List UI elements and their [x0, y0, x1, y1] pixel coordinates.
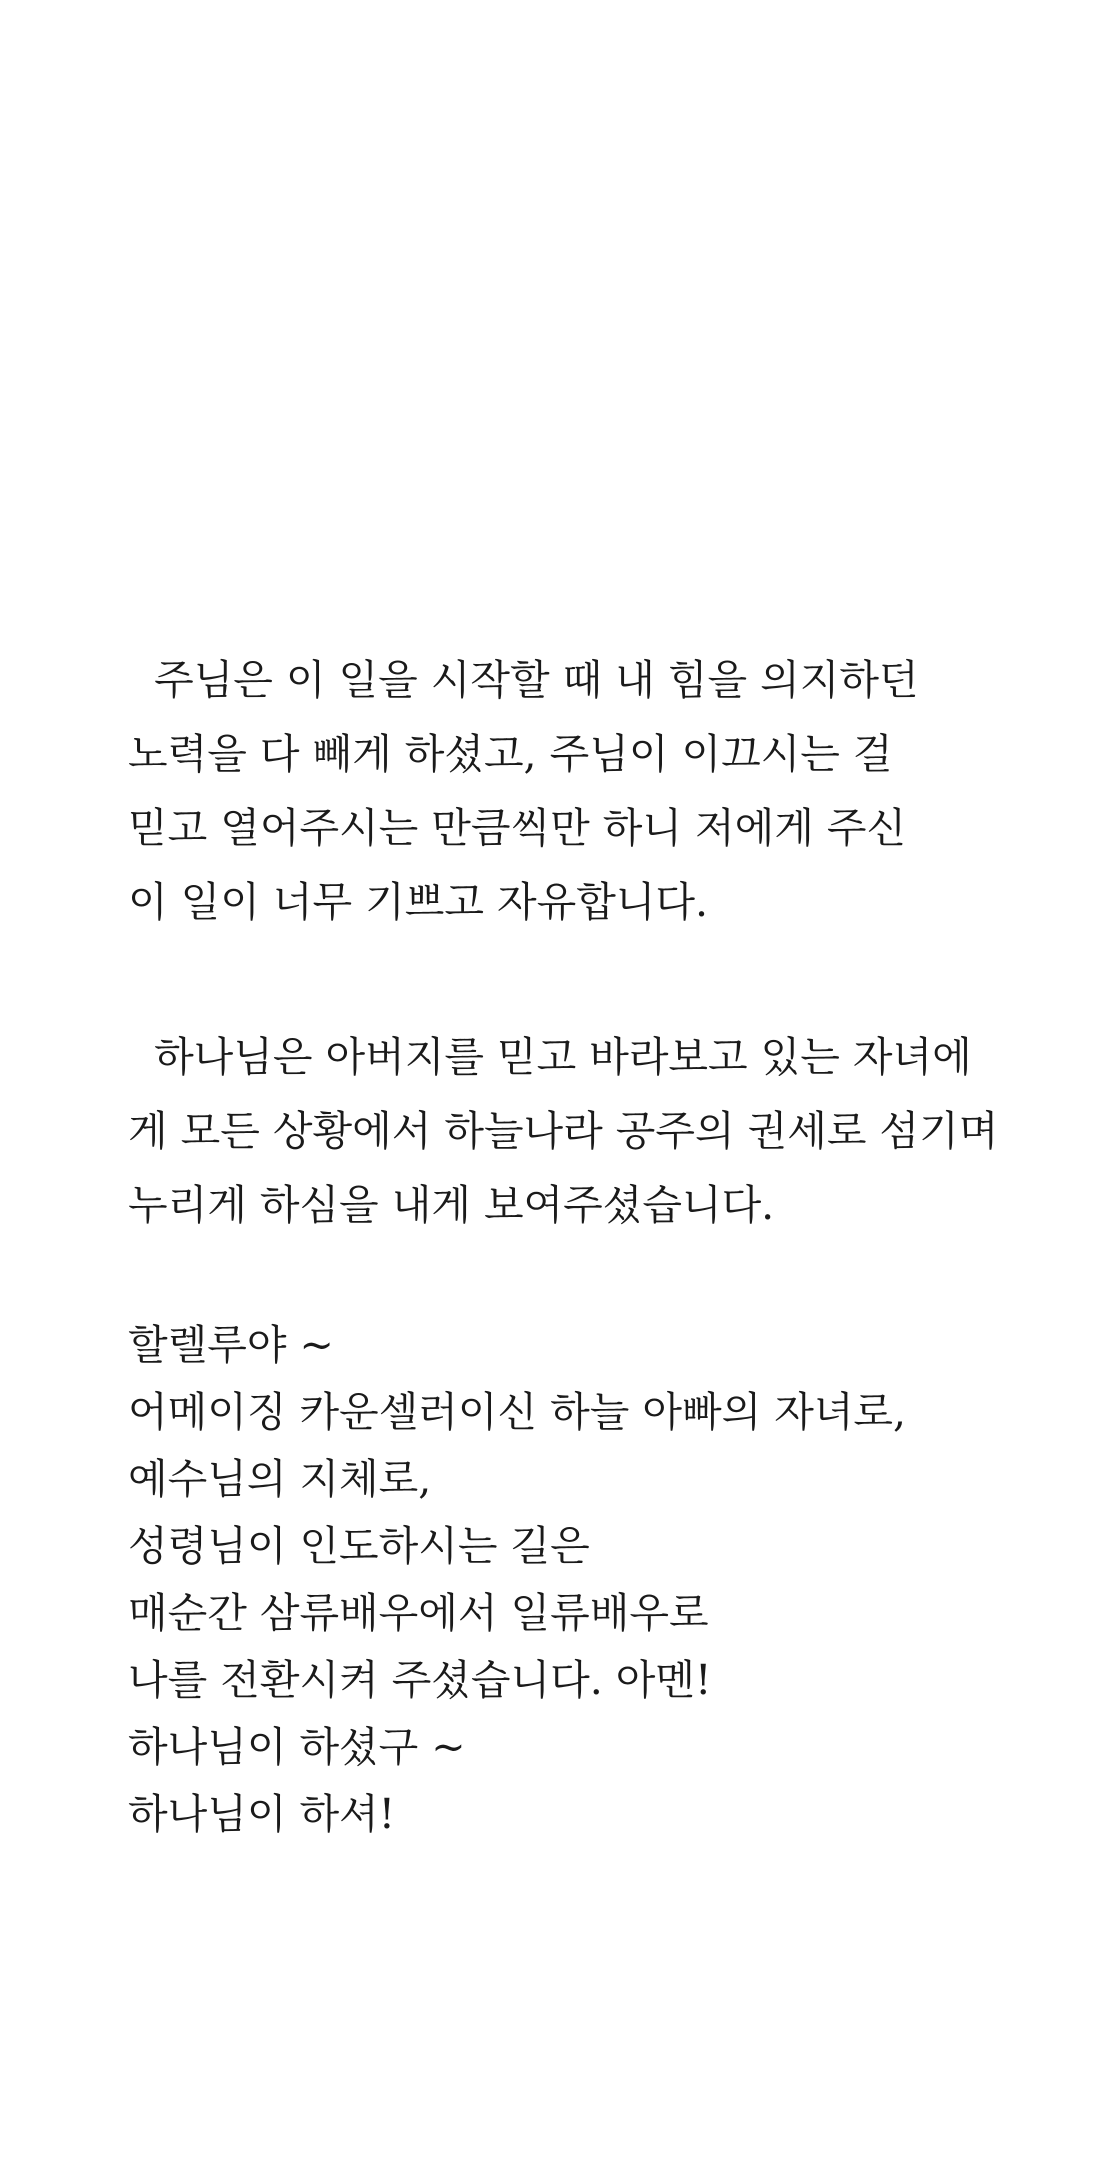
text-line: 하나님은 아버지를 믿고 바라보고 있는 자녀에 — [128, 1033, 972, 1081]
text-line: 노력을 다 빼게 하셨고, 주님이 이끄시는 걸 — [128, 730, 893, 778]
text-line: 어메이징 카운셀러이신 하늘 아빠의 자녀로, — [128, 1388, 907, 1436]
text-line: 이 일이 너무 기쁘고 자유합니다. — [128, 878, 709, 926]
text-line: 주님은 이 일을 시작할 때 내 힘을 의지하던 — [128, 656, 919, 704]
text-line: 게 모든 상황에서 하늘나라 공주의 권세로 섬기며 — [128, 1107, 999, 1155]
text-line: 나를 전환시켜 주셨습니다. 아멘! — [128, 1656, 712, 1704]
text-line: 하나님이 하셨구 ~ — [128, 1723, 466, 1771]
text-line: 예수님의 지체로, — [128, 1455, 432, 1503]
paragraph-2 — [128, 1020, 998, 1242]
text-line: 하나님이 하셔! — [128, 1790, 396, 1838]
text-line: 누리게 하심을 내게 보여주셨습니다. — [128, 1181, 775, 1229]
text-line: 매순간 삼류배우에서 일류배우로 — [128, 1589, 709, 1637]
paragraph-1 — [128, 643, 998, 939]
text-line: 믿고 열어주시는 만큼씩만 하니 저에게 주신 — [128, 804, 907, 852]
text-line: 할렐루야 ~ — [128, 1321, 334, 1369]
text-line: 성령님이 인도하시는 길은 — [128, 1522, 590, 1570]
paragraph-3 — [128, 1312, 998, 1848]
